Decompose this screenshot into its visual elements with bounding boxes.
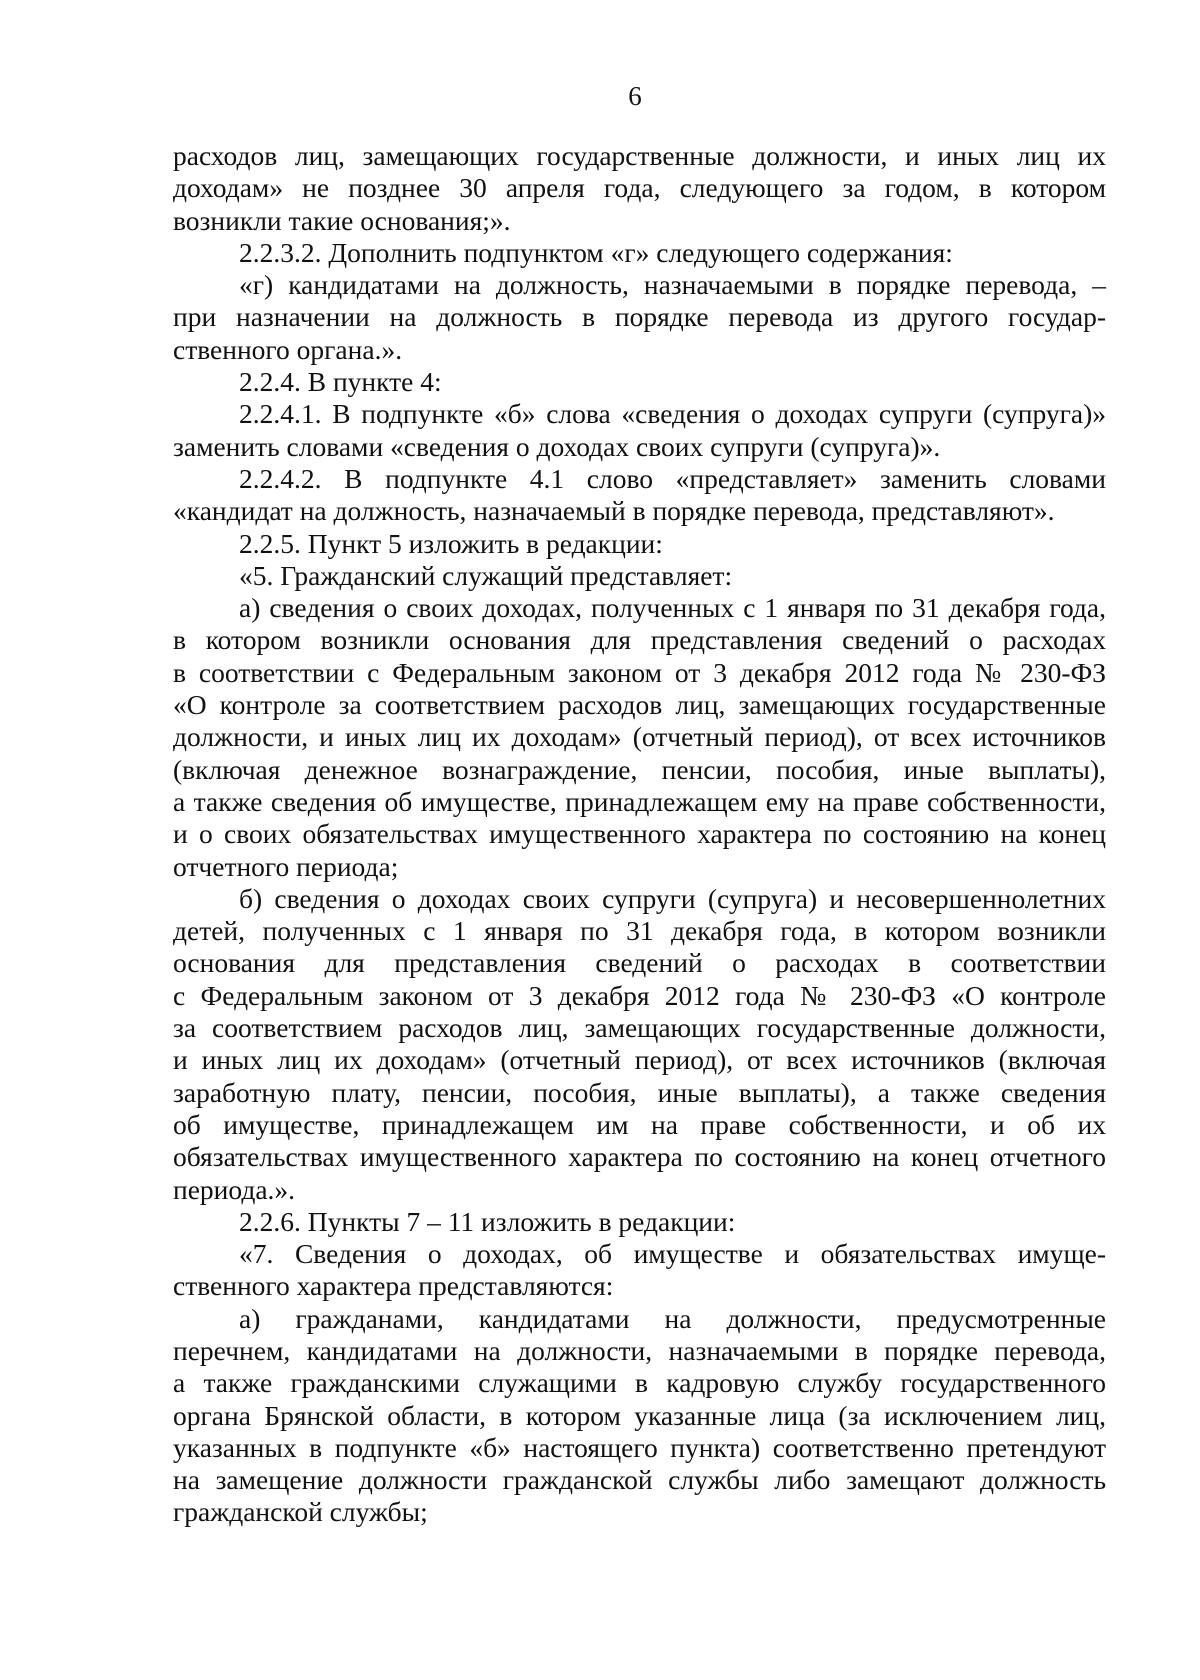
text-line: 2.2.6. Пункты 7 – 11 изложить в редакции: — [239, 1205, 736, 1237]
text-line: б) сведения о доходах своих супруги (супруга) и несовершеннолетних — [239, 882, 1106, 914]
text-line: «О контроле за соответствием расходов лиц, замещающих государственные — [173, 689, 1106, 721]
text-line: на замещение должности гражданской службы либо замещают должность — [173, 1464, 1106, 1496]
text-line: ственного характера представляются: — [173, 1270, 614, 1302]
text-line: за соответствием расходов лиц, замещающих государственные должности, — [173, 1012, 1106, 1044]
text-line: и иных лиц их доходам» (отчетный период), от всех источников (включая — [173, 1044, 1106, 1076]
text-line: в соответствии с Федеральным законом от 3 декабря 2012 года № 230-ФЗ — [173, 656, 1106, 688]
text-line: расходов лиц, замещающих государственные должности, и иных лиц их — [173, 140, 1106, 171]
document-body — [173, 140, 1106, 1529]
text-line: периода.». — [173, 1173, 296, 1205]
text-line: а) сведения о своих доходах, полученных с 1 января по 31 декабря года, — [239, 592, 1106, 624]
page-number: 6 — [628, 81, 642, 111]
text-line: ственного органа.». — [173, 333, 403, 365]
text-line: доходам» не позднее 30 апреля года, следующего за годом, в котором — [173, 172, 1106, 204]
text-line: «5. Гражданский служащий представляет: — [239, 559, 733, 591]
text-line: (включая денежное вознаграждение, пенсии, пособия, иные выплаты), — [173, 753, 1106, 785]
text-line: и о своих обязательствах имущественного характера по состоянию на конец — [173, 818, 1106, 850]
text-line: 2.2.4.1. В подпункте «б» слова «сведения о доходах супруги (супруга)» — [239, 398, 1106, 430]
text-line: а) гражданами, кандидатами на должности, предусмотренные — [239, 1302, 1106, 1334]
text-line: заменить словами «сведения о доходах своих супруги (супруга)». — [173, 430, 941, 462]
text-line: указанных в подпункте «б» настоящего пункта) соответственно претендуют — [173, 1431, 1106, 1463]
text-line: 2.2.3.2. Дополнить подпунктом «г» следующего содержания: — [239, 236, 953, 268]
text-line: основания для представления сведений о расходах в соответствии — [173, 947, 1106, 979]
text-line: 2.2.5. Пункт 5 изложить в редакции: — [239, 527, 663, 559]
text-line: «г) кандидатами на должность, назначаемыми в порядке перевода, – — [239, 269, 1106, 301]
text-line: в котором возникли основания для представления сведений о расходах — [173, 624, 1106, 656]
text-line: органа Брянской области, в котором указанные лица (за исключением лиц, — [173, 1399, 1106, 1431]
text-line: а также гражданскими служащими в кадровую службу государственного — [173, 1367, 1106, 1399]
text-line: 2.2.4.2. В подпункте 4.1 слово «представляет» заменить словами — [239, 462, 1106, 494]
text-line: с Федеральным законом от 3 декабря 2012 года № 230-ФЗ «О контроле — [173, 979, 1106, 1011]
text-line: детей, полученных с 1 января по 31 декабря года, в котором возникли — [173, 915, 1106, 947]
text-line: отчетного периода; — [173, 850, 399, 882]
text-line: «кандидат на должность, назначаемый в порядке перевода, представляют». — [173, 495, 1055, 527]
text-line: должности, и иных лиц их доходам» (отчетный период), от всех источников — [173, 721, 1106, 753]
text-line: об имуществе, принадлежащем им на праве собственности, и об их — [173, 1108, 1106, 1140]
text-line: обязательствах имущественного характера по состоянию на конец отчетного — [173, 1141, 1106, 1173]
text-line: заработную плату, пенсии, пособия, иные выплаты), а также сведения — [173, 1076, 1106, 1108]
text-line: а также сведения об имуществе, принадлежащем ему на праве собственности, — [173, 785, 1106, 817]
text-line: гражданской службы; — [173, 1496, 428, 1528]
text-line: возникли такие основания;». — [173, 204, 511, 236]
text-line: 2.2.4. В пункте 4: — [239, 366, 442, 398]
text-line: при назначении на должность в порядке перевода из другого государ- — [173, 301, 1106, 333]
text-line: перечнем, кандидатами на должности, назначаемыми в порядке перевода, — [173, 1334, 1106, 1366]
text-line: «7. Сведения о доходах, об имуществе и обязательствах имуще- — [239, 1238, 1106, 1270]
